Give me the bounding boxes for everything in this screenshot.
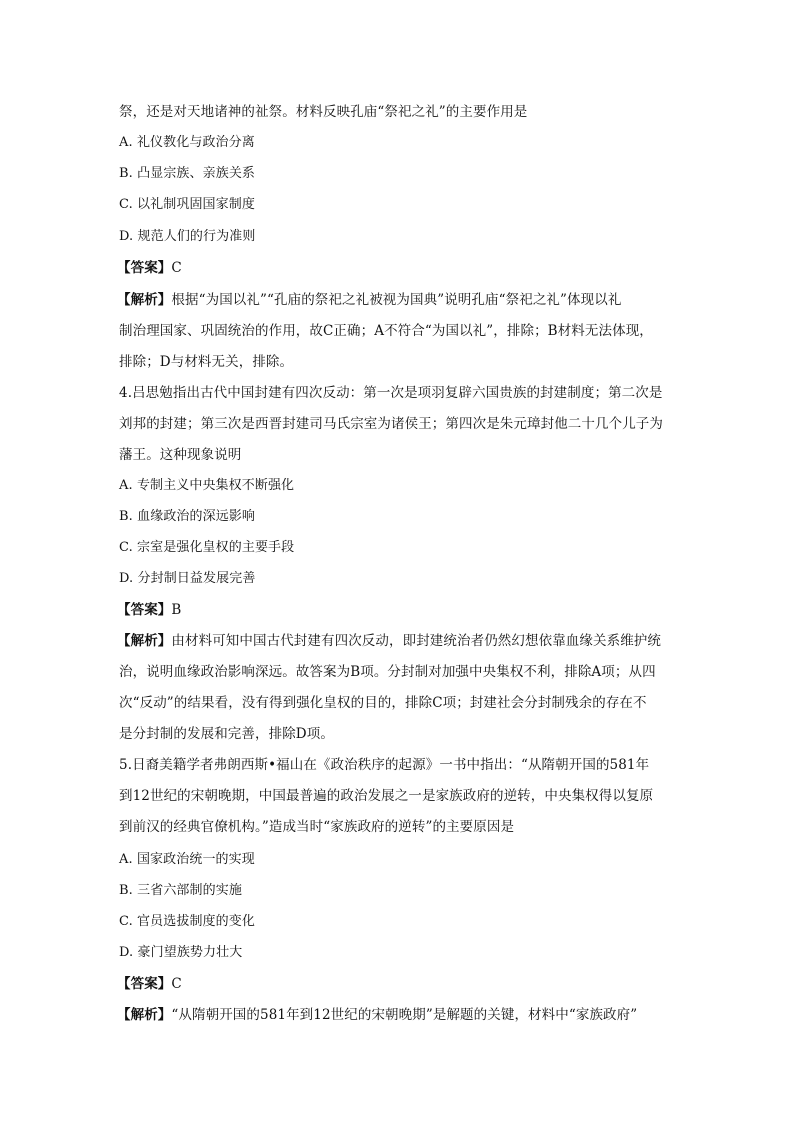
q4-analysis-line-4: 是分封制的发展和完善，排除D项。	[119, 726, 334, 742]
q5-option-d: D. 豪门望族势力壮大	[119, 945, 243, 960]
q5-option-c: C. 官员选拔制度的变化	[119, 914, 255, 929]
q4-answer-label: 【答案】	[117, 602, 172, 618]
q3-answer-value: C	[171, 260, 182, 276]
q3-analysis-line-1: 【解析】根据“为国以礼”“孔庙的祭祀之礼被视为国典”说明孔庙“祭祀之礼”体现以礼	[117, 292, 622, 308]
q4-option-b: B. 血缘政治的深远影响	[119, 509, 256, 524]
q5-option-b: B. 三省六部制的实施	[119, 883, 242, 898]
q4-analysis-line-1: 【解析】由材料可知中国古代封建有四次反动，即封建统治者仍然幻想依靠血缘关系维护统	[117, 633, 662, 649]
q3-answer-label: 【答案】	[117, 260, 172, 276]
q4-stem-line-2: 刘邦的封建；第三次是西晋封建司马氏宗室为诸侯王；第四次是朱元璋封他二十几个儿子为	[119, 416, 663, 432]
q4-option-c: C. 宗室是强化皇权的主要手段	[119, 540, 295, 555]
q3-option-d: D. 规范人们的行为准则	[119, 229, 256, 244]
q5-analysis-label: 【解析】	[117, 1007, 172, 1023]
q3-analysis-line-3: 排除；D与材料无关，排除。	[119, 354, 294, 370]
q4-answer	[117, 599, 679, 621]
q3-analysis-line-2: 制治理国家、巩固统治的作用，故C正确；A不符合“为国以礼”，排除；B材料无法体现，	[119, 323, 653, 339]
q5-answer-label: 【答案】	[117, 976, 172, 992]
q4-option-a: A. 专制主义中央集权不断强化	[119, 478, 295, 493]
q3-option-a: A. 礼仪教化与政治分离	[119, 135, 255, 150]
q3-answer	[117, 257, 679, 279]
q5-stem-line-1: 5.日裔美籍学者弗朗西斯•福山在《政治秩序的起源》一书中指出：“从隋朝开国的581年	[119, 757, 650, 773]
q3-option-c: C. 以礼制巩固国家制度	[119, 197, 255, 212]
q4-stem-line-3: 藩王。这种现象说明	[119, 447, 242, 463]
q4-analysis-line-3: 次“反动”的结果看，没有得到强化皇权的目的，排除C项；封建社会分封制残余的存在不	[119, 695, 647, 711]
q4-answer-value: B	[171, 602, 182, 618]
q5-answer	[117, 973, 679, 995]
q4-analysis-line-2: 治，说明血缘政治影响深远。故答案为B项。分封制对加强中央集权不利，排除A项；从四	[119, 664, 656, 680]
q5-stem-line-2: 到12世纪的宋朝晚期，中国最普遍的政治发展之一是家族政府的逆转，中央集权得以复原	[119, 788, 654, 804]
q3-stem: 祭，还是对天地诸神的祉祭。材料反映孔庙“祭祀之礼”的主要作用是	[119, 104, 528, 120]
q5-answer-value: C	[171, 976, 182, 992]
q4-stem-line-1: 4.吕思勉指出古代中国封建有四次反动：第一次是项羽复辟六国贵族的封建制度；第二次是	[119, 385, 663, 401]
q5-option-a: A. 国家政治统一的实现	[119, 852, 255, 867]
q3-option-b: B. 凸显宗族、亲族关系	[119, 166, 256, 181]
q3-analysis-label: 【解析】	[117, 292, 172, 308]
q4-analysis-label: 【解析】	[117, 633, 172, 649]
q4-option-d: D. 分封制日益发展完善	[119, 571, 256, 586]
q5-analysis-line-1: 【解析】“从隋朝开国的581年到12世纪的宋朝晚期”是解题的关键，材料中“家族政府”	[117, 1007, 638, 1023]
q5-stem-line-3: 到前汉的经典官僚机构。”造成当时“家族政府的逆转”的主要原因是	[119, 819, 515, 835]
